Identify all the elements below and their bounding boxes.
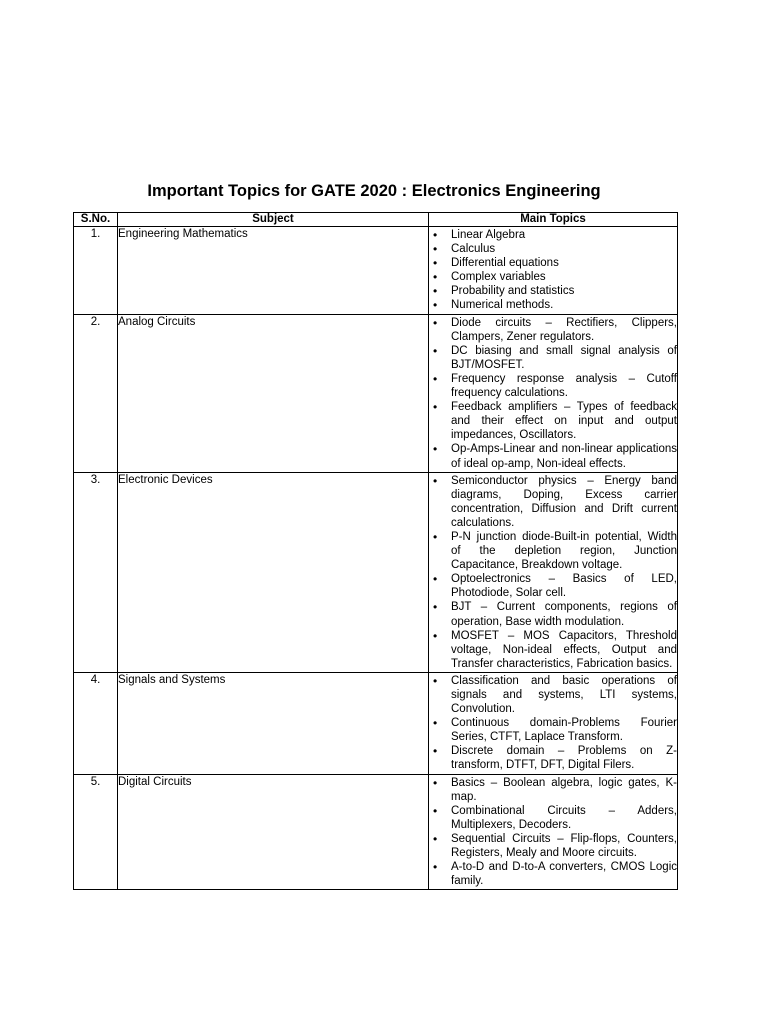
row-topics xyxy=(429,314,678,472)
row-sno: 4. xyxy=(74,672,118,774)
topic-item: • Op-Amps-Linear and non-linear applications of ideal op-amp, Non-ideal effects. xyxy=(429,442,677,470)
row-sno: 1. xyxy=(74,227,118,315)
topic-item: • A-to-D and D-to-A converters, CMOS Logic family. xyxy=(429,860,677,888)
row-subject: Engineering Mathematics xyxy=(118,227,429,315)
row-topics xyxy=(429,774,678,890)
topic-item: • Combinational Circuits – Adders, Multiplexers, Decoders. xyxy=(429,804,677,832)
topic-item: • Numerical methods. xyxy=(429,298,677,312)
topic-item: • Feedback amplifiers – Types of feedback and their effect on input and output impedances, Oscillators. xyxy=(429,400,677,442)
table-row xyxy=(74,227,678,315)
table-row xyxy=(74,672,678,774)
topic-list xyxy=(429,775,677,890)
row-sno: 2. xyxy=(74,314,118,472)
table-header-row xyxy=(74,213,678,227)
row-sno: 3. xyxy=(74,472,118,672)
row-subject: Digital Circuits xyxy=(118,774,429,890)
row-topics xyxy=(429,227,678,315)
topic-list xyxy=(429,315,677,472)
topic-item: • Semiconductor physics – Energy band diagrams, Doping, Excess carrier concentration, Diffusion and Drift current calculations. xyxy=(429,474,677,530)
topic-item: • Sequential Circuits – Flip-flops, Counters, Registers, Mealy and Moore circuits. xyxy=(429,832,677,860)
row-topics xyxy=(429,672,678,774)
topic-list xyxy=(429,227,677,314)
topics-table xyxy=(73,212,678,890)
topic-item: • Discrete domain – Problems on Z-transform, DTFT, DFT, Digital Filers. xyxy=(429,744,677,772)
topic-item: • BJT – Current components, regions of operation, Base width modulation. xyxy=(429,600,677,628)
topic-item: • DC biasing and small signal analysis of BJT/MOSFET. xyxy=(429,344,677,372)
topic-item: • MOSFET – MOS Capacitors, Threshold voltage, Non-ideal effects, Output and Transfer characteristics, Fabrication basics. xyxy=(429,629,677,671)
topic-item: • Complex variables xyxy=(429,270,677,284)
topic-item: • Basics – Boolean algebra, logic gates, K-map. xyxy=(429,776,677,804)
table-row xyxy=(74,314,678,472)
topic-item: • Linear Algebra xyxy=(429,228,677,242)
row-topics xyxy=(429,472,678,672)
topic-item: • Probability and statistics xyxy=(429,284,677,298)
topic-item: • Classification and basic operations of signals and systems, LTI systems, Convolution. xyxy=(429,674,677,716)
topic-list xyxy=(429,673,677,774)
topic-item: • Optoelectronics – Basics of LED, Photodiode, Solar cell. xyxy=(429,572,677,600)
topic-item: • Frequency response analysis – Cutoff frequency calculations. xyxy=(429,372,677,400)
table-row xyxy=(74,472,678,672)
page-title: Important Topics for GATE 2020 : Electronics Engineering xyxy=(147,182,601,200)
table-row xyxy=(74,774,678,890)
topic-list xyxy=(429,473,677,672)
topic-item: • P-N junction diode-Built-in potential, Width of the depletion region, Junction Capacitance, Breakdown voltage. xyxy=(429,530,677,572)
row-sno: 5. xyxy=(74,774,118,890)
topic-item: • Calculus xyxy=(429,242,677,256)
header-main-topics: Main Topics xyxy=(429,213,678,227)
row-subject: Analog Circuits xyxy=(118,314,429,472)
topic-item: • Diode circuits – Rectifiers, Clippers, Clampers, Zener regulators. xyxy=(429,316,677,344)
row-subject: Signals and Systems xyxy=(118,672,429,774)
header-sno: S.No. xyxy=(74,213,118,227)
row-subject: Electronic Devices xyxy=(118,472,429,672)
header-subject: Subject xyxy=(118,213,429,227)
topic-item: • Continuous domain-Problems Fourier Series, CTFT, Laplace Transform. xyxy=(429,716,677,744)
topic-item: • Differential equations xyxy=(429,256,677,270)
